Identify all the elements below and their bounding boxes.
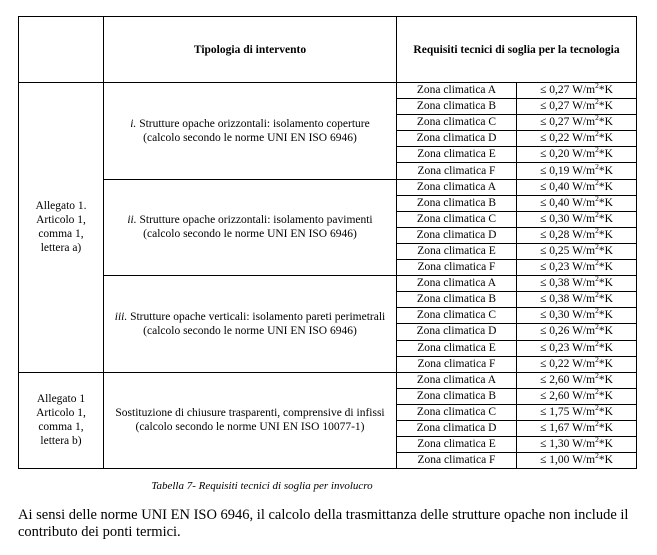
threshold-value-cell — [517, 437, 637, 453]
threshold-value: ≤ 0,22 W/m — [540, 357, 596, 370]
unit-superscript: 2 — [595, 322, 599, 332]
table-row — [19, 83, 637, 99]
intervention-title-text: Strutture opache verticali: isolamento pareti perimetrali — [127, 310, 386, 323]
unit-suffix: *K — [598, 422, 613, 435]
unit-suffix: *K — [598, 132, 613, 145]
category-cell — [19, 372, 104, 469]
threshold-value-cell — [517, 227, 637, 243]
table-row — [19, 372, 637, 388]
intervention-title-text: Strutture opache orizzontali: isolamento pavimenti — [136, 214, 373, 227]
threshold-value: ≤ 1,67 W/m — [540, 422, 596, 435]
climate-zone-cell: Zona climatica E — [397, 243, 517, 259]
intervention-subtitle: (calcolo secondo le norme UNI EN ISO 6946) — [143, 131, 357, 144]
unit-suffix: *K — [598, 325, 613, 338]
table-row — [19, 276, 637, 292]
threshold-value-cell — [517, 131, 637, 147]
threshold-value-cell — [517, 243, 637, 259]
climate-zone-cell: Zona climatica E — [397, 147, 517, 163]
table-header-row — [19, 17, 637, 83]
threshold-value: ≤ 1,75 W/m — [540, 405, 596, 418]
unit-superscript: 2 — [595, 81, 599, 91]
threshold-value-cell — [517, 324, 637, 340]
table-caption: Tabella 7- Requisiti tecnici di soglia per involucro — [151, 480, 373, 492]
unit-superscript: 2 — [595, 97, 599, 107]
threshold-value: ≤ 0,22 W/m — [540, 132, 596, 145]
intervention-type-cell — [104, 83, 397, 180]
unit-suffix: *K — [598, 261, 613, 274]
threshold-value: ≤ 1,00 W/m — [540, 454, 596, 467]
threshold-value-cell — [517, 340, 637, 356]
intervention-prefix: i. — [130, 117, 137, 130]
unit-superscript: 2 — [595, 435, 599, 445]
climate-zone-cell: Zona climatica C — [397, 404, 517, 420]
unit-suffix: *K — [598, 389, 613, 402]
header-tipologia: Tipologia di intervento — [104, 17, 397, 83]
threshold-value: ≤ 0,30 W/m — [540, 309, 596, 322]
threshold-value-cell — [517, 195, 637, 211]
threshold-value: ≤ 0,38 W/m — [540, 293, 596, 306]
intervention-title — [104, 310, 396, 324]
climate-zone-cell: Zona climatica F — [397, 453, 517, 469]
intervention-title — [104, 213, 396, 227]
unit-superscript: 2 — [595, 129, 599, 139]
climate-zone-cell: Zona climatica A — [397, 179, 517, 195]
threshold-value-cell — [517, 356, 637, 372]
threshold-value: ≤ 2,60 W/m — [540, 389, 596, 402]
unit-suffix: *K — [598, 180, 613, 193]
category-line: lettera a) — [40, 242, 82, 255]
unit-suffix: *K — [598, 196, 613, 209]
threshold-value-cell — [517, 163, 637, 179]
footnote-paragraph: Ai sensi delle norme UNI EN ISO 6946, il calcolo della trasmittanza delle strutture opache non include il contributo dei ponti termici. — [18, 507, 629, 540]
unit-superscript: 2 — [595, 451, 599, 461]
unit-superscript: 2 — [595, 177, 599, 187]
intervention-type-cell — [104, 276, 397, 373]
unit-suffix: *K — [598, 293, 613, 306]
unit-superscript: 2 — [595, 387, 599, 396]
climate-zone-cell: Zona climatica E — [397, 437, 517, 453]
threshold-value: ≤ 0,38 W/m — [540, 277, 596, 290]
threshold-value: ≤ 0,19 W/m — [540, 164, 596, 177]
unit-superscript: 2 — [595, 226, 599, 236]
threshold-value: ≤ 0,25 W/m — [540, 244, 596, 257]
threshold-value: ≤ 2,60 W/m — [540, 373, 596, 386]
unit-suffix: *K — [598, 228, 613, 241]
category-line: comma 1, — [38, 228, 84, 241]
category-line: Articolo 1, — [36, 214, 86, 227]
threshold-value-cell — [517, 83, 637, 99]
threshold-value-cell — [517, 99, 637, 115]
unit-superscript: 2 — [595, 290, 599, 300]
unit-suffix: *K — [598, 277, 613, 290]
intervention-title-text: Sostituzione di chiusure trasparenti, comprensive di infissi — [115, 407, 385, 420]
requirements-table — [18, 16, 637, 469]
climate-zone-cell: Zona climatica F — [397, 163, 517, 179]
threshold-value: ≤ 0,40 W/m — [540, 196, 596, 209]
unit-superscript: 2 — [595, 403, 599, 413]
unit-suffix: *K — [598, 341, 613, 354]
intervention-subtitle: (calcolo secondo le norme UNI EN ISO 6946) — [143, 324, 357, 337]
threshold-value-cell — [517, 453, 637, 469]
intervention-title — [104, 117, 396, 131]
unit-superscript: 2 — [595, 338, 599, 348]
header-requisiti: Requisiti tecnici di soglia per la tecnologia — [397, 17, 637, 83]
intervention-type-cell — [104, 372, 397, 469]
unit-superscript: 2 — [595, 113, 599, 123]
climate-zone-cell: Zona climatica A — [397, 83, 517, 99]
unit-superscript: 2 — [595, 274, 599, 284]
threshold-value: ≤ 1,30 W/m — [540, 438, 596, 451]
unit-suffix: *K — [598, 373, 613, 386]
climate-zone-cell: Zona climatica C — [397, 115, 517, 131]
threshold-value-cell — [517, 372, 637, 388]
intervention-prefix: iii. — [114, 310, 128, 323]
threshold-value-cell — [517, 420, 637, 436]
category-line: Articolo 1, — [36, 407, 86, 420]
category-line: lettera b) — [40, 435, 82, 448]
unit-superscript: 2 — [595, 258, 599, 268]
unit-suffix: *K — [598, 438, 613, 451]
unit-suffix: *K — [598, 100, 613, 113]
climate-zone-cell: Zona climatica A — [397, 372, 517, 388]
climate-zone-cell: Zona climatica C — [397, 308, 517, 324]
climate-zone-cell: Zona climatica E — [397, 340, 517, 356]
unit-superscript: 2 — [595, 354, 599, 364]
threshold-value: ≤ 0,26 W/m — [540, 325, 596, 338]
climate-zone-cell: Zona climatica F — [397, 260, 517, 276]
unit-superscript: 2 — [595, 161, 599, 171]
threshold-value: ≤ 0,40 W/m — [540, 180, 596, 193]
unit-suffix: *K — [598, 405, 613, 418]
intervention-prefix: ii. — [127, 214, 137, 227]
threshold-value-cell — [517, 260, 637, 276]
threshold-value: ≤ 0,23 W/m — [540, 261, 596, 274]
intervention-type-cell — [104, 179, 397, 276]
climate-zone-cell: Zona climatica B — [397, 292, 517, 308]
unit-suffix: *K — [598, 309, 613, 322]
intervention-subtitle: (calcolo secondo le norme UNI EN ISO 6946) — [143, 228, 357, 241]
threshold-value-cell — [517, 308, 637, 324]
unit-suffix: *K — [598, 84, 613, 97]
climate-zone-cell: Zona climatica B — [397, 388, 517, 404]
intervention-subtitle: (calcolo secondo le norme UNI EN ISO 10077-1) — [135, 421, 365, 434]
threshold-value: ≤ 0,27 W/m — [540, 100, 596, 113]
category-line: comma 1, — [38, 421, 84, 434]
threshold-value-cell — [517, 404, 637, 420]
climate-zone-cell: Zona climatica B — [397, 195, 517, 211]
unit-superscript: 2 — [595, 209, 599, 219]
unit-suffix: *K — [598, 116, 613, 129]
climate-zone-cell: Zona climatica D — [397, 420, 517, 436]
climate-zone-cell: Zona climatica D — [397, 227, 517, 243]
unit-suffix: *K — [598, 244, 613, 257]
unit-suffix: *K — [598, 357, 613, 370]
threshold-value-cell — [517, 179, 637, 195]
threshold-value: ≤ 0,27 W/m — [540, 84, 596, 97]
intervention-title-text: Strutture opache orizzontali: isolamento coperture — [136, 117, 370, 130]
threshold-value: ≤ 0,28 W/m — [540, 228, 596, 241]
climate-zone-cell: Zona climatica F — [397, 356, 517, 372]
climate-zone-cell: Zona climatica D — [397, 324, 517, 340]
unit-suffix: *K — [598, 164, 613, 177]
category-line: Allegato 1. — [35, 200, 87, 213]
threshold-value: ≤ 0,30 W/m — [540, 212, 596, 225]
unit-superscript: 2 — [595, 145, 599, 155]
threshold-value-cell — [517, 276, 637, 292]
threshold-value: ≤ 0,27 W/m — [540, 116, 596, 129]
climate-zone-cell: Zona climatica C — [397, 211, 517, 227]
threshold-value-cell — [517, 147, 637, 163]
unit-superscript: 2 — [595, 419, 599, 429]
unit-suffix: *K — [598, 148, 613, 161]
intervention-title — [104, 406, 396, 420]
table-body — [19, 83, 637, 469]
threshold-value: ≤ 0,20 W/m — [540, 148, 596, 161]
unit-superscript: 2 — [595, 370, 599, 380]
climate-zone-cell: Zona climatica D — [397, 131, 517, 147]
threshold-value-cell — [517, 292, 637, 308]
header-blank-cell — [19, 17, 104, 83]
table-row — [19, 179, 637, 195]
unit-suffix: *K — [598, 212, 613, 225]
unit-superscript: 2 — [595, 193, 599, 203]
category-line: Allegato 1 — [36, 393, 86, 406]
climate-zone-cell: Zona climatica B — [397, 99, 517, 115]
threshold-value: ≤ 0,23 W/m — [540, 341, 596, 354]
unit-suffix: *K — [598, 454, 613, 467]
unit-superscript: 2 — [595, 306, 599, 316]
climate-zone-cell: Zona climatica A — [397, 276, 517, 292]
threshold-value-cell — [517, 388, 637, 404]
threshold-value-cell — [517, 211, 637, 227]
category-cell — [19, 83, 104, 373]
threshold-value-cell — [517, 115, 637, 131]
unit-superscript: 2 — [595, 242, 599, 252]
